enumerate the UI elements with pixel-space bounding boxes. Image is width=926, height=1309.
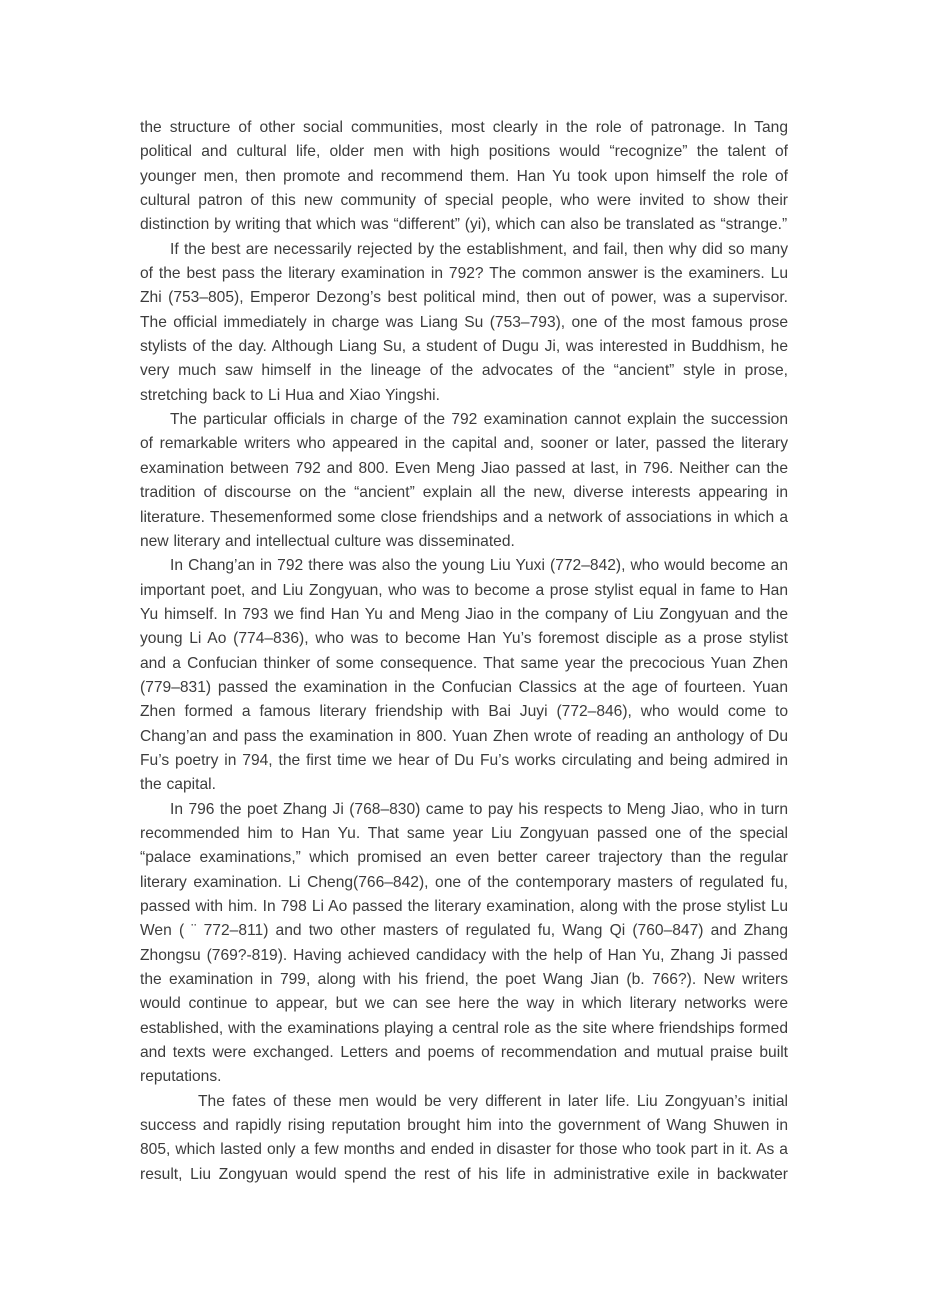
paragraph: The particular officials in charge of the 792 examination cannot explain the succession of remarkable writers who appeared in the capital and, sooner or later, passed the literary examination between 792 and 800. Even Meng Jiao passed at last, in 796. Neither can the tradition of discourse on the “ancient” explain all the new, diverse interests appearing in literature. Thesemenformed some close friendships and a network of associations in which a new literary and intellectual culture was disseminated. — [140, 411, 788, 550]
paragraph: the structure of other social communities, most clearly in the role of patronage. In Tang political and cultural life, older men with high positions would “recognize” the talent of younger men, then promote and recommend them. Han Yu took upon himself the role of cultural patron of this new community of special people, who were invited to show their distinction by writing that which was “different” (yi), which can also be translated as “strange.” — [140, 119, 788, 234]
paragraph: In 796 the poet Zhang Ji (768–830) came to pay his respects to Meng Jiao, who in turn recommended him to Han Yu. That same year Liu Zongyuan passed one of the special “palace examinations,” which promised an even better career trajectory than the regular literary examination. Li Cheng(766–842), one of the contemporary masters of regulated fu, passed with him. In 798 Li Ao passed the literary examination, along with the prose stylist Lu Wen ( ¨ 772–811) and two other masters of regulated fu, Wang Qi (760–847) and Zhang Zhongsu (769?-819). Having achieved candidacy with the help of Han Yu, Zhang Ji passed the examination in 799, along with his friend, the poet Wang Jian (b. 766?). New writers would continue to appear, but we can see here the way in which literary networks were established, with the examinations playing a central role as the site where friendships formed and texts were exchanged. Letters and poems of recommendation and mutual praise built reputations. — [140, 800, 788, 1086]
paragraph: If the best are necessarily rejected by the establishment, and fail, then why did so many of the best pass the literary examination in 792? The common answer is the examiners. Lu Zhi (753–805), Emperor Dezong’s best political mind, then out of power, was a supervisor. The official immediately in charge was Liang Su (753–793), one of the most famous prose stylists of the day. Although Liang Su, a student of Dugu Ji, was interested in Buddhism, he very much saw himself in the lineage of the advocates of the “ancient” style in prose, stretching back to Li Hua and Xiao Yingshi. — [140, 240, 788, 404]
paragraph: The fates of these men would be very different in later life. Liu Zongyuan’s initial success and rapidly rising reputation brought him into the government of Wang Shuwen in 805, which lasted only a few months and ended in disaster for those who took part in it. As a result, Liu Zongyuan would spend the rest of his life in administrative exile in backwater — [140, 1092, 788, 1183]
paragraph: In Chang’an in 792 there was also the young Liu Yuxi (772–842), who would become an important poet, and Liu Zongyuan, who was to become a prose stylist equal in fame to Han Yu himself. In 793 we find Han Yu and Meng Jiao in the company of Liu Zongyuan and the young Li Ao (774–836), who was to become Han Yu’s foremost disciple as a prose stylist and a Confucian thinker of some consequence. That same year the precocious Yuan Zhen (779–831) passed the examination in the Confucian Classics at the age of fourteen. Yuan Zhen formed a famous literary friendship with Bai Juyi (772–846), who would come to Chang’an and pass the examination in 800. Yuan Zhen wrote of reading an anthology of Du Fu’s poetry in 794, the first time we hear of Du Fu’s works circulating and being admired in the capital. — [140, 557, 788, 794]
